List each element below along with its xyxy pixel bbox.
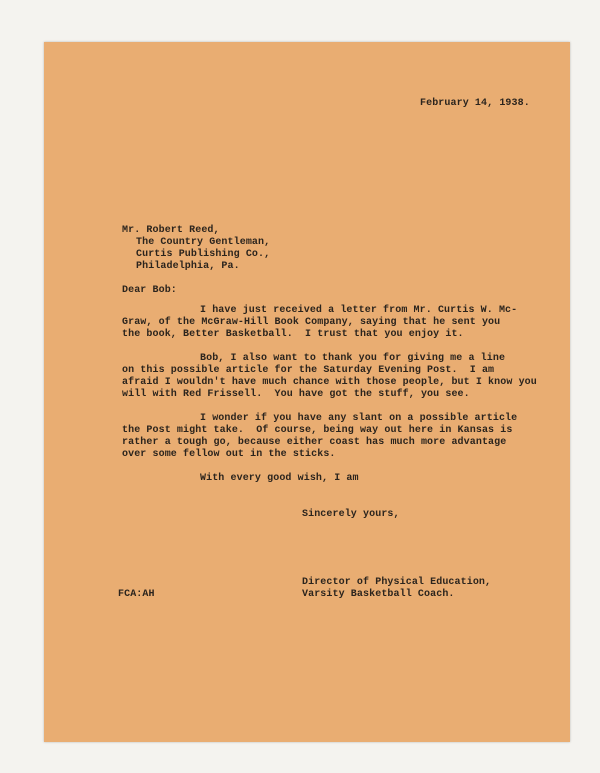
recipient-line: The Country Gentleman, bbox=[136, 237, 271, 248]
body-line: on this possible article for the Saturday Evening Post. I am bbox=[122, 365, 495, 376]
signature-title-line: Director of Physical Education, bbox=[302, 577, 492, 588]
body-line: over some fellow out in the sticks. bbox=[122, 449, 336, 460]
letter-page bbox=[44, 42, 570, 742]
closing: Sincerely yours, bbox=[302, 509, 400, 520]
body-line: With every good wish, I am bbox=[200, 473, 359, 484]
typist-initials: FCA:AH bbox=[118, 589, 155, 600]
body-line: the Post might take. Of course, being way out here in Kansas is bbox=[122, 425, 513, 436]
body-line: Bob, I also want to thank you for giving me a line bbox=[200, 353, 506, 364]
recipient-line: Curtis Publishing Co., bbox=[136, 249, 271, 260]
letter-date: February 14, 1938. bbox=[420, 98, 530, 109]
recipient-line: Mr. Robert Reed, bbox=[122, 225, 220, 236]
body-line: will with Red Frissell. You have got the stuff, you see. bbox=[122, 389, 470, 400]
recipient-line: Philadelphia, Pa. bbox=[136, 261, 240, 272]
salutation: Dear Bob: bbox=[122, 285, 177, 296]
body-line: afraid I wouldn't have much chance with those people, but I know you bbox=[122, 377, 537, 388]
signature-title-line: Varsity Basketball Coach. bbox=[302, 589, 455, 600]
body-line: I wonder if you have any slant on a possible article bbox=[200, 413, 518, 424]
body-line: the book, Better Basketball. I trust that you enjoy it. bbox=[122, 329, 464, 340]
body-line: rather a tough go, because either coast has much more advantage bbox=[122, 437, 507, 448]
body-line: Graw, of the McGraw-Hill Book Company, saying that he sent you bbox=[122, 317, 501, 328]
body-line: I have just received a letter from Mr. Curtis W. Mc- bbox=[200, 305, 518, 316]
